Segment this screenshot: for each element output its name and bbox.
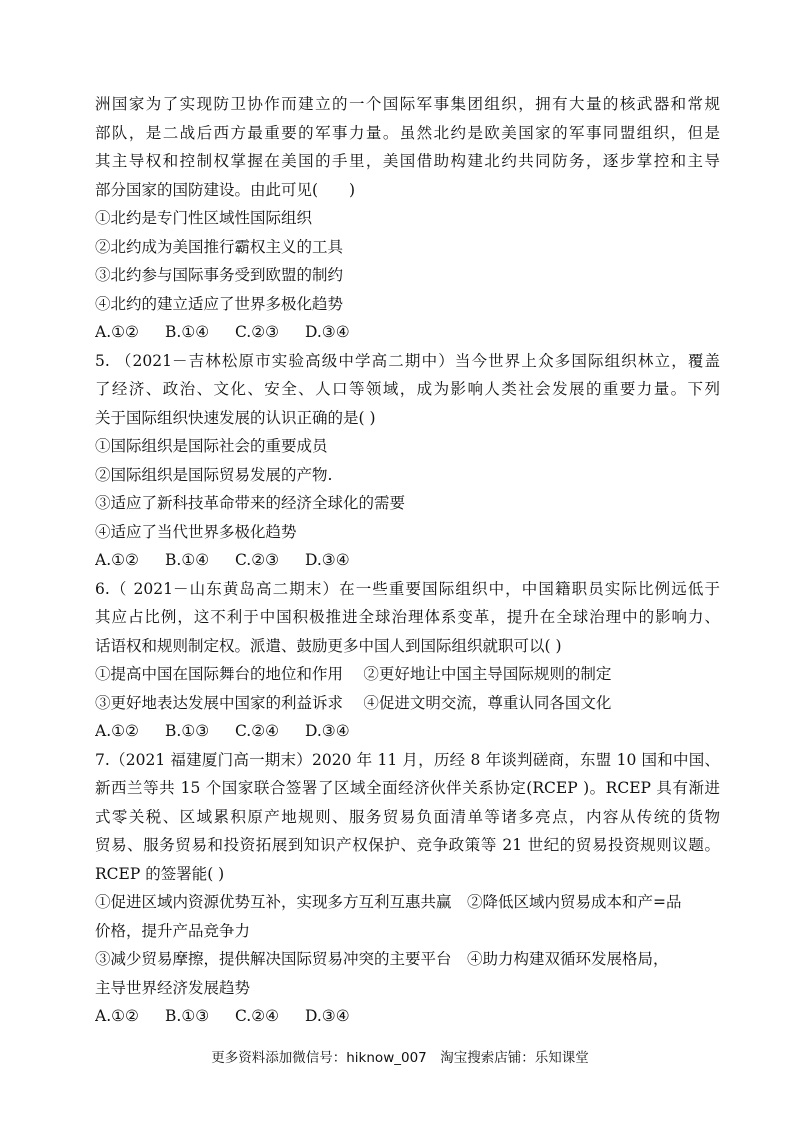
option-statement: ③适应了新科技革命带来的经济全球化的需要 <box>95 494 406 512</box>
question-stem-line: 6.（ 2021－山东黄岛高二期末）在一些重要国际组织中，中国籍职员实际比例远低于 <box>95 579 720 598</box>
option-statement: 价格，提升产品竞争力 <box>95 921 251 940</box>
question-stem-line: 式零关税、区域累积原产地规则、服务贸易负面清单等诸多亮点，内容从传统的货物 <box>95 807 720 826</box>
question-stem-line: 其主导权和控制权掌握在美国的手里，美国借助构建北约共同防务，逐步掌控和主导 <box>95 152 720 170</box>
page-footer: 更多资料添加微信号：hiknow_007 淘宝搜索店铺：乐知课堂 <box>211 1050 589 1066</box>
choice-b: B.①④ <box>165 323 210 341</box>
choice-a: A.①② <box>95 722 139 740</box>
answer-choices <box>95 318 720 347</box>
choice-c: C.②③ <box>235 323 280 341</box>
choice-c: C.②④ <box>235 722 280 740</box>
choice-c: C.②③ <box>235 551 280 569</box>
document-page <box>95 90 720 1031</box>
choice-d: D.③④ <box>305 1007 350 1025</box>
question-stem-line: 话语权和规则制定权。派遣、鼓励更多中国人到国际组织就职可以( ) <box>95 636 562 655</box>
question-stem-line: 了经济、政治、文化、安全、人口等领域，成为影响人类社会发展的重要力量。下列 <box>95 380 720 398</box>
answer-choices <box>95 546 720 575</box>
choice-a: A.①② <box>95 1007 139 1025</box>
option-statement: 主导世界经济发展趋势 <box>95 978 251 997</box>
question-7 <box>95 746 720 1031</box>
question-4 <box>95 90 720 347</box>
choice-c: C.②④ <box>235 1007 280 1025</box>
question-5 <box>95 347 720 575</box>
answer-choices <box>95 717 720 746</box>
option-statement: ①国际组织是国际社会的重要成员 <box>95 437 328 455</box>
option-statement: ③更好地表达发展中国家的利益诉求 ④促进文明交流，尊重认同各国文化 <box>95 693 612 712</box>
option-statement: ②北约成为美国推行霸权主义的工具 <box>95 237 344 256</box>
question-stem-line: 7.（2021 福建厦门高一期末）2020 年 11 月，历经 8 年谈判磋商，东盟 10 国和中国、 <box>95 750 720 769</box>
choice-a: A.①② <box>95 323 139 341</box>
question-stem-line: 贸易、服务贸易和投资拓展到知识产权保护、竞争政策等 21 世纪的贸易投资规则议题。 <box>95 836 720 854</box>
question-stem-line: RCEP 的签署能( ) <box>95 864 225 883</box>
choice-b: B.①③ <box>165 1007 210 1025</box>
choice-a: A.①② <box>95 551 139 569</box>
question-stem-line: 部队，是二战后西方最重要的军事力量。虽然北约是欧美国家的军事同盟组织，但是 <box>95 123 720 142</box>
answer-choices <box>95 1002 720 1031</box>
option-statement: ①北约是专门性区域性国际组织 <box>95 209 313 227</box>
option-statement: ②国际组织是国际贸易发展的产物. <box>95 465 333 484</box>
question-6 <box>95 575 720 746</box>
option-statement: ③北约参与国际事务受到欧盟的制约 <box>95 266 344 284</box>
choice-b: B.①④ <box>165 551 210 569</box>
choice-d: D.③④ <box>305 722 350 740</box>
question-stem-line: 新西兰等共 15 个国家联合签署了区域全面经济伙伴关系协定(RCEP )。RCEP 具有渐进 <box>95 779 720 797</box>
question-stem-line: 关于国际组织快速发展的认识正确的是( ) <box>95 408 376 427</box>
option-statement: ④适应了当代世界多极化趋势 <box>95 522 297 541</box>
option-statement: ④北约的建立适应了世界多极化趋势 <box>95 294 344 313</box>
option-statement: ①提高中国在国际舞台的地位和作用 ②更好地让中国主导国际规则的制定 <box>95 665 612 683</box>
choice-b: B.①③ <box>165 722 210 740</box>
question-stem-line: 洲国家为了实现防卫协作而建立的一个国际军事集团组织，拥有大量的核武器和常规 <box>95 95 720 113</box>
question-stem-line: 其应占比例，这不利于中国积极推进全球治理体系变革，提升在全球治理中的影响力、 <box>95 608 720 626</box>
question-stem-line: 5. （2021－吉林松原市实验高级中学高二期中）当今世界上众多国际组织林立，覆盖 <box>95 351 720 370</box>
option-statement: ③减少贸易摩擦，提供解决国际贸易冲突的主要平台 ④助力构建双循环发展格局， <box>95 950 669 968</box>
option-statement: ①促进区域内资源优势互补，实现多方互利互惠共赢 ②降低区域内贸易成本和产=品 <box>95 893 682 911</box>
choice-d: D.③④ <box>305 551 350 569</box>
choice-d: D.③④ <box>305 323 350 341</box>
question-stem-line: 部分国家的国防建设。由此可见( ) <box>95 180 356 199</box>
